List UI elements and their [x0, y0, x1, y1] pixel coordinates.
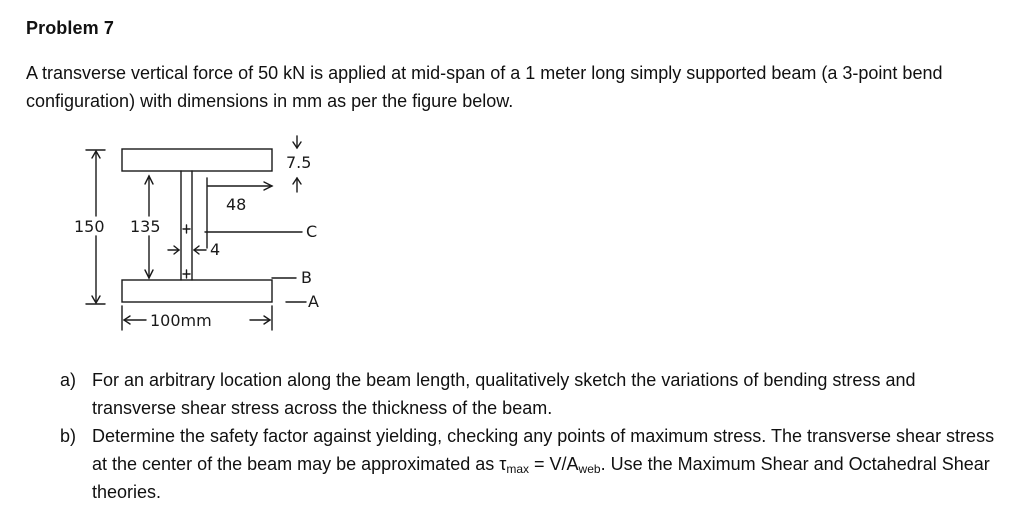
subscript-max: max	[506, 462, 530, 476]
question-text-mid: = V/A	[529, 454, 579, 474]
question-b	[60, 422, 1000, 506]
problem-intro: A transverse vertical force of 50 kN is applied at mid-span of a 1 meter long simply supported beam (a 3-point bend configuration) with dimensions in mm as per the figure below.	[26, 63, 943, 111]
label-7-5: 7.5	[286, 153, 312, 172]
label-c: C	[306, 222, 318, 241]
question-label: a)	[60, 370, 77, 390]
question-text-before: Determine the safety factor against yielding, checking any points of maximum stress. The transverse shear stress at the center of the beam may be approximated as τ	[92, 426, 995, 474]
question-list	[60, 366, 1000, 506]
question-text-after: . Use the Maximum Shear and Octahedral Shear theories.	[92, 454, 990, 502]
label-4: 4	[210, 240, 221, 259]
question-label: b)	[60, 426, 77, 446]
question-a	[60, 366, 1000, 422]
subscript-web: web	[578, 462, 601, 476]
label-a: A	[308, 292, 319, 311]
bottom-flange	[122, 280, 272, 302]
question-text: For an arbitrary location along the beam length, qualitatively sketch the variations of bending stress and transverse shear stress across the thickness of the beam.	[92, 370, 916, 418]
label-150: 150	[74, 217, 105, 236]
top-flange	[122, 149, 272, 171]
question-text	[92, 422, 1000, 506]
label-135: 135	[130, 217, 161, 236]
i-beam-figure	[60, 128, 360, 343]
problem-title: Problem 7	[26, 18, 114, 38]
label-48: 48	[226, 195, 247, 214]
label-width: 100mm	[150, 311, 212, 330]
i-beam-sketch	[60, 128, 360, 343]
label-b: B	[301, 268, 312, 287]
